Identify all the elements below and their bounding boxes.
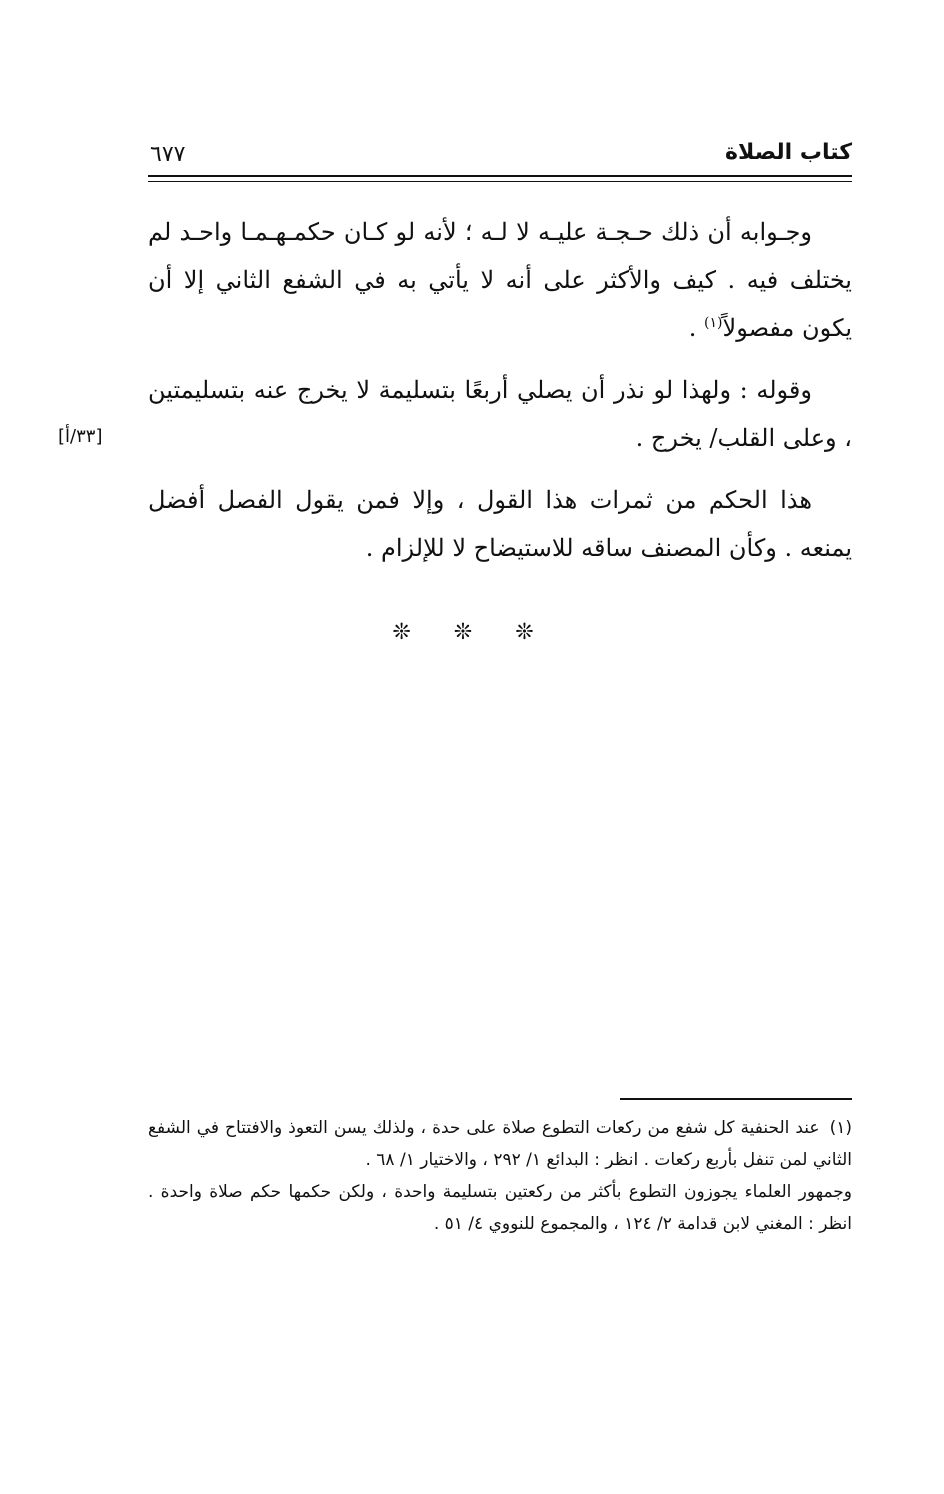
- footnote-1-text: عند الحنفية كل شفع من ركعات التطوع صلاة على حدة ، ولذلك يسن التعوذ والافتتاح في الشفع الثاني لمن تنفل بأربع ركعات . انظر : البدائع ١/ ٢٩٢ ، والاختيار ١/ ٦٨ .: [148, 1118, 852, 1170]
- footnote-reference[interactable]: (١): [704, 315, 723, 331]
- page-number: ٦٧٧: [150, 142, 186, 167]
- paragraph-2: وقوله : ولهذا لو نذر أن يصلي أربعًا بتسليمة لا يخرج عنه بتسليمتين ، وعلى القلب/ يخرج .: [148, 376, 852, 452]
- header-rule-thick: [148, 175, 852, 177]
- footnote-2-text: وجمهور العلماء يجوزون التطوع بأكثر من ركعتين بتسليمة واحدة ، ولكن حكمها حكم صلاة واحدة . انظر : المغني لابن قدامة ٢/ ١٢٤ ، والمجموع للنووي ٤/ ٥١ .: [148, 1182, 852, 1234]
- footnote-mark: (١): [829, 1118, 852, 1138]
- footnote-1-continuation: [148, 1176, 852, 1240]
- paragraph-1-tail: .: [688, 314, 705, 342]
- paragraph-3: هذا الحكم من ثمرات هذا القول ، وإلا فمن يقول الفصل أفضل يمنعه . وكأن المصنف ساقه للاستيضاح لا للإلزام .: [148, 486, 852, 562]
- running-header: [148, 140, 852, 180]
- paragraph-1: [148, 208, 852, 352]
- footnotes: [148, 1112, 852, 1240]
- manuscript-folio-reference: [٣٣/أ]: [58, 426, 103, 447]
- paragraph-1-text: وجـوابه أن ذلك حـجـة عليـه لا لـه ؛ لأنه لو كـان حكمـهـمـا واحـد لم يختلف فيه . كيف والأكثر على أنه لا يأتي به في الشفع الثاني إلا أن يكون مفصولاً: [148, 218, 852, 342]
- main-text: [148, 208, 852, 586]
- section-separator: ❊ ❊ ❊: [392, 620, 552, 645]
- chapter-title: كتاب الصلاة: [725, 140, 852, 165]
- footnote-rule: [620, 1098, 852, 1100]
- header-rule-thin: [148, 181, 852, 182]
- footnote-1: [148, 1112, 852, 1176]
